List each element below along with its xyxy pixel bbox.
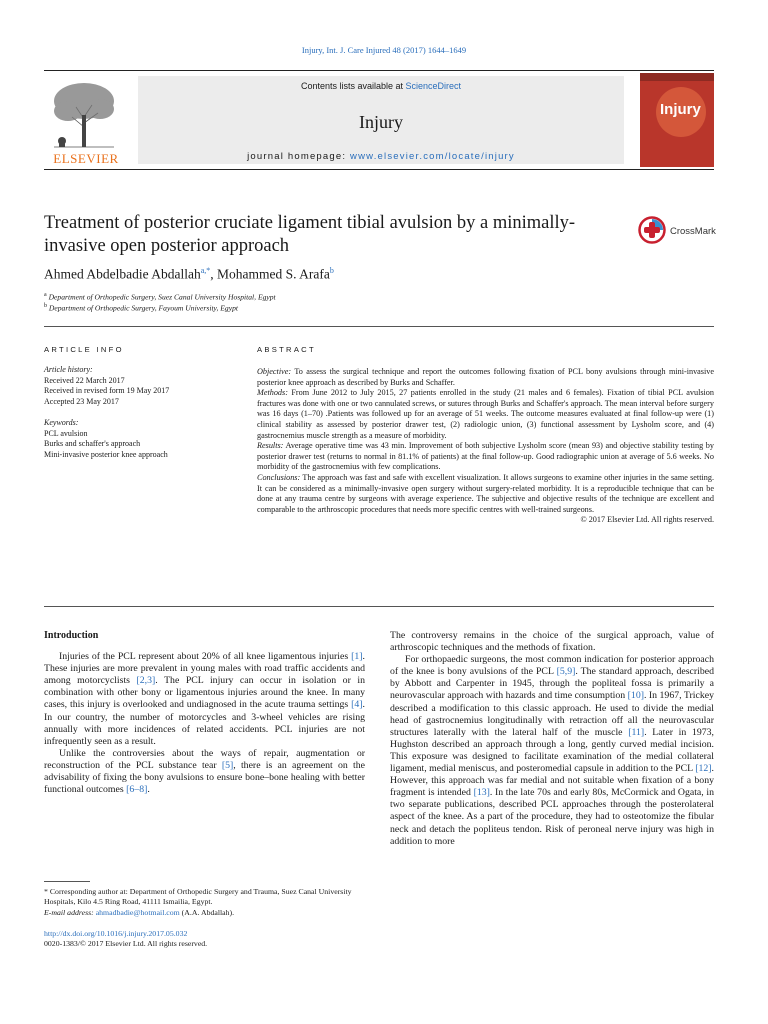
journal-masthead: [44, 70, 714, 170]
history-item: Received 22 March 2017: [44, 375, 125, 385]
contents-line: [138, 81, 624, 91]
doi-link[interactable]: http://dx.doi.org/10.1016/j.injury.2017.05.032: [44, 929, 188, 938]
author-name: Mohammed S. Arafa: [217, 266, 330, 282]
homepage-link[interactable]: www.elsevier.com/locate/injury: [350, 151, 515, 162]
email-link[interactable]: ahmadbadie@hotmail.com: [95, 907, 180, 917]
body-paragraph: Unlike the controversies about the ways of repair, augmentation or reconstruction of the PCL substance tear [5], there is an agreement on the advisability of fixing the bony avulsions to ensure bone–bone healing with better functional outcomes [6–8].: [44, 747, 365, 796]
reference-link[interactable]: [10]: [627, 690, 644, 702]
keyword: Mini-invasive posterior knee approach: [44, 449, 168, 459]
reference-link[interactable]: [11]: [628, 726, 645, 738]
crossmark-icon: [638, 216, 666, 244]
author-affiliation-mark[interactable]: b: [329, 266, 334, 275]
abstract-section-label: Methods:: [257, 388, 288, 398]
abstract-text: Average operative time was 43 min. Improvement of both subjective Lysholm score (mean 93) and objective stability testing by posterior drawer test (returns to normal in 81.1% of patients) at the final follow-up. Good radiographic union at average of 5.6 weeks. No morbidity of the gastrocnemius with few complications.: [257, 441, 714, 472]
sciencedirect-link[interactable]: ScienceDirect: [405, 81, 462, 91]
keyword: PCL avulsion: [44, 428, 88, 438]
elsevier-logo: [44, 77, 128, 167]
homepage-prefix: journal homepage:: [247, 151, 351, 162]
affiliation: [44, 303, 238, 313]
journal-name: Injury: [359, 112, 403, 132]
journal-citation[interactable]: Injury, Int. J. Care Injured 48 (2017) 1644–1649: [301, 45, 467, 55]
journal-homepage: [138, 151, 624, 162]
corresponding-author-text: * Corresponding author at: Department of Orthopedic Surgery and Trauma, Suez Canal University Hospitals, Kilo 4.5 Ring Road, 41111 Ismailia, Egypt.: [44, 887, 352, 907]
affiliation-mark: a: [44, 292, 47, 298]
crossmark-badge[interactable]: [638, 216, 718, 246]
abstract-text: The approach was fast and safe with excellent visualization. It allows surgeons to examine other injuries in the same setting. It can be considered as a minimally-invasive open surgery without surgery-related morbidity. It is a reproducible technique that can be done at any trauma centre by surgeons with average experience. The subjective and objective results of the technique are excellent and comparable to the arthroscopic procedures that needs more specific centres with well-trained surgeons.: [257, 472, 714, 514]
footnote-divider: [44, 881, 90, 882]
reference-link[interactable]: [5]: [221, 759, 234, 771]
abstract-label: ABSTRACT: [257, 345, 316, 354]
journal-cover-thumbnail[interactable]: [640, 73, 714, 167]
abstract-objective: [257, 367, 714, 388]
reference-link[interactable]: [13]: [473, 787, 490, 799]
abstract-section-label: Results:: [257, 441, 284, 451]
masthead-center: [138, 76, 624, 164]
abstract-results: [257, 441, 714, 473]
body-paragraph: Injuries of the PCL represent about 20% of all knee ligamentous injuries [1]. These injuries are more prevalent in young males with road traffic accidents and among motorcyclists [2,3]. The PCL injury can occur in isolation or in combination with other bony or ligamentous injuries around the knee. In many cases, this injury is overlooked and undiagnosed in the acute trauma settings [4]. In our country, the number of motorcycles and 3-wheel vehicles are rising annually with more incidences of related accidents. PCL injuries are not infrequently seen as a result.: [44, 651, 365, 747]
cover-top-bar: [640, 73, 714, 81]
doi-block: [44, 929, 365, 950]
elsevier-wordmark: ELSEVIER: [53, 151, 119, 166]
abstract-body: [257, 367, 714, 526]
abstract-methods: [257, 388, 714, 441]
issn-line: 0020-1383/© 2017 Elsevier Ltd. All rights reserved.: [44, 939, 208, 949]
body-paragraph: The controversy remains in the choice of the surgical approach, value of arthroscopic techniques and the methods of fixation.: [390, 630, 714, 654]
section-divider: [44, 606, 714, 607]
section-divider: [44, 326, 714, 327]
affiliation-text: Department of Orthopedic Surgery, Suez Canal University Hospital, Egypt: [48, 292, 276, 302]
body-column-left: [44, 630, 365, 796]
reference-link[interactable]: [5,9]: [556, 666, 576, 678]
elsevier-tree-icon: [44, 77, 124, 151]
cover-title: Injury: [660, 101, 701, 118]
keywords-heading: Keywords:: [44, 417, 79, 427]
keyword: Burks and schaffer's approach: [44, 439, 141, 449]
abstract-copyright: © 2017 Elsevier Ltd. All rights reserved.: [580, 515, 714, 525]
reference-link[interactable]: [6–8]: [126, 784, 148, 796]
affiliation-mark: b: [44, 303, 47, 309]
abstract-section-label: Conclusions:: [257, 472, 301, 482]
corresponding-author-footnote: [44, 887, 365, 918]
affiliation: [44, 292, 276, 302]
reference-link[interactable]: [1]: [351, 651, 363, 663]
reference-link[interactable]: [12]: [695, 763, 712, 775]
history-item: Accepted 23 May 2017: [44, 396, 119, 406]
contents-prefix: Contents lists available at: [300, 81, 406, 91]
abstract-conclusions: [257, 473, 714, 515]
affiliation-text: Department of Orthopedic Surgery, Fayoum University, Egypt: [48, 303, 239, 313]
author-separator: ,: [210, 266, 218, 282]
author-list: [44, 266, 684, 283]
author-name: Ahmed Abdelbadie Abdallah: [44, 266, 201, 282]
section-heading: Introduction: [44, 630, 99, 641]
article-info-label: ARTICLE INFO: [44, 345, 124, 354]
author-affiliation-mark[interactable]: a,*: [200, 266, 211, 275]
abstract-text: To assess the surgical technique and report the outcomes following fixation of PCL bony avulsions through mini-invasive posterior knee approach as described by Burks and Schaffer.: [257, 367, 714, 387]
reference-link[interactable]: [2,3]: [136, 675, 156, 687]
article-title: Treatment of posterior cruciate ligament tibial avulsion by a minimally-invasive open posterior approach: [44, 213, 576, 256]
email-line: [44, 908, 365, 918]
body-column-right: [390, 630, 714, 848]
article-info: [44, 365, 234, 460]
abstract-section-label: Objective:: [257, 367, 292, 376]
email-suffix: (A.A. Abdallah).: [179, 907, 235, 917]
crossmark-label: CrossMark: [670, 226, 716, 237]
abstract-text: From June 2012 to July 2015, 27 patients enrolled in the study (21 males and 6 females). Fixation of tibial PCL avulsion fractures was done with one or two cannulated screws, or sutures through Burks and Schaffer's approach. The mean interval before surgery was 16 days (1–70) .Patients was followed up for an average of 51 weeks. The outcome measures evaluated at final follow-up were (1) clinical stability as assessed by posterior drawer test, (2) radiologic union, (3) functional assessment by Lysholm score, and (4) gastrocnemius muscle strength as a measure of morbidity.: [257, 388, 714, 440]
reference-link[interactable]: [4]: [351, 699, 363, 711]
article-history-heading: Article history:: [44, 365, 93, 374]
history-item: Received in revised form 19 May 2017: [44, 386, 170, 396]
body-paragraph: For orthopaedic surgeons, the most common indication for posterior approach of the knee is bony avulsions of the PCL [5,9]. The standard approach, described by Abbott and Carpenter in 1945, through the popliteal fossa is primarily a neurovascular approach with hazards and time consumption [10]. In 1967, Trickey described a modification to this classic approach. He used to divide the medial head of gastrocnemius longitudinally with retraction off all the neurovascular structures laterally with the lateral half of the muscle [11]. Later in 1973, Hughston described an approach through a long, gently curved medial incision. This exposure was designed to facilitate examination of the medial collateral ligament, medial meniscus, and posteromedial capsule in addition to the PCL [12]. However, this approach was far medial and not suitable when fixation of a bony fragment is intended [13]. In the late 70s and early 80s, McCormick and Ogata, in two separate publications, described PCL approaches through the posterolateral aspect of the knee. As a part of the procedure, they had to osteotomize the fibular neck and detach the popliteus tendon. Risk of peroneal nerve injury was high in addition to more: [390, 654, 714, 847]
email-label: E-mail address:: [44, 907, 96, 917]
